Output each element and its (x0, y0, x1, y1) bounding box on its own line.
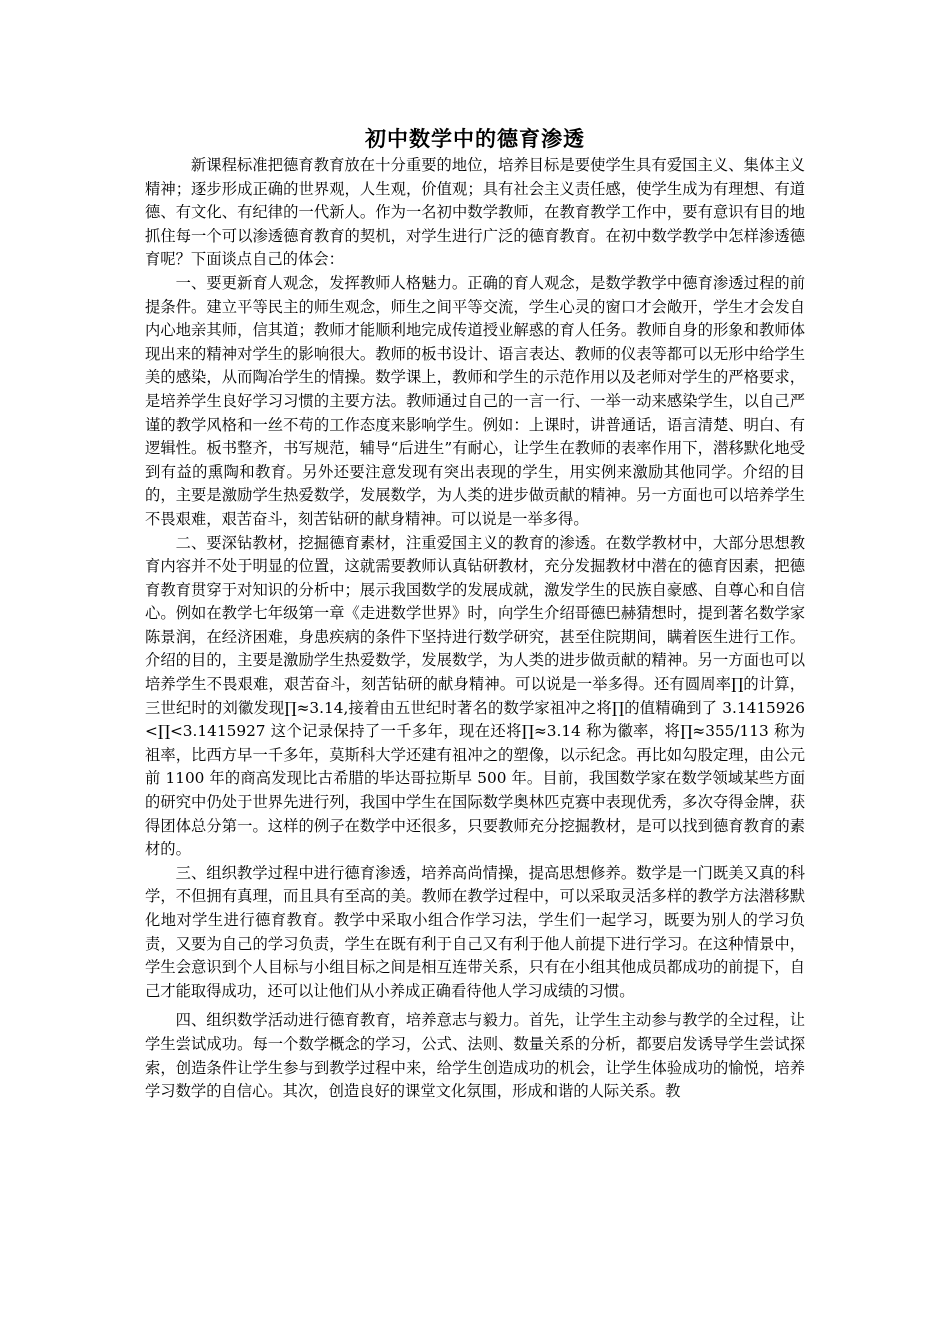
document-title: 初中数学中的德育渗透 (365, 126, 585, 151)
section-one-paragraph: 一、要更新育人观念，发挥教师人格魅力。正确的育人观念，是数学教学中德育渗透过程的前提条件。建立平等民主的师生观念，师生之间平等交流，学生心灵的窗口才会敞开，学生才会发自内心地亲其师，信其道；教师才能顺利地完成传道授业解惑的育人任务。教师自身的形象和教师体现出来的精神对学生的影响很大。教师的板书设计、语言表达、教师的仪表等都可以无形中给学生美的感染，从而陶冶学生的情操。数学课上，教师和学生的示范作用以及老师对学生的严格要求，是培养学生良好学习习惯的主要方法。教师通过自己的一言一行、一举一动来感染学生，以自己严谨的教学风格和一丝不苟的工作态度来影响学生。例如：上课时，讲普通话，语言清楚、明白、有逻辑性。板书整齐，书写规范，辅导“后进生”有耐心，让学生在教师的表率作用下，潜移默化地受到有益的熏陶和教育。另外还要注意发现有突出表现的学生，用实例来激励其他同学。介绍的目的，主要是激励学生热爱数学，发展数学，为人类的进步做贡献的精神。另一方面也可以培养学生不畏艰难，艰苦奋斗，刻苦钻研的献身精神。可以说是一举多得。 (145, 273, 805, 528)
section-two-paragraph: 二、要深钻教材，挖掘德育素材，注重爱国主义的教育的渗透。在数学教材中，大部分思想教育内容并不处于明显的位置，这就需要教师认真钻研教材，充分发掘教材中潜在的德育因素，把德育教育贯穿于对知识的分析中；展示我国数学的发展成就，激发学生的民族自豪感、自尊心和自信心。例如在教学七年级第一章《走进数学世界》时，向学生介绍哥德巴赫猜想时，提到著名数学家陈景润，在经济困难，身患疾病的条件下坚持进行数学研究，甚至住院期间，瞒着医生进行工作。介绍的目的，主要是激励学生热爱数学，发展数学，为人类的进步做贡献的精神。另一方面也可以培养学生不畏艰难，艰苦奋斗，刻苦钻研的献身精神。可以说是一举多得。还有圆周率∏的计算，三世纪时的刘徽发现∏≈3.14,接着由五世纪时著名的数学家祖冲之将∏的值精确到了 3.1415926<∏<3.1415927 这个记录保持了一千多年，现在还将∏≈3.14 称为徽率，将∏≈355/113 称为祖率，比西方早一千多年，莫斯科大学还建有祖冲之的塑像，以示纪念。再比如勾股定理，由公元前 1100 年的商高发现比古希腊的毕达哥拉斯早 500 年。目前，我国数学家在数学领域某些方面的研究中仍处于世界先进行列，我国中学生在国际数学奥林匹克赛中表现优秀，多次夺得金牌，获得团体总分第一。这样的例子在数学中还很多，只要教师充分挖掘教材，是可以找到德育教育的素材的。 (145, 533, 805, 859)
section-three-paragraph: 三、组织教学过程中进行德育渗透，培养高尚情操，提高思想修养。数学是一门既美又真的科学，不但拥有真理，而且具有至高的美。教师在教学过程中，可以采取灵活多样的教学方法潜移默化地对学生进行德育教育。教学中采取小组合作学习法，学生们一起学习，既要为别人的学习负责，又要为自己的学习负责，学生在既有利于自己又有利于他人前提下进行学习。在这种情景中，学生会意识到个人目标与小组目标之间是相互连带关系，只有在小组其他成员都成功的前提下，自己才能取得成功，还可以让他们从小养成正确看待他人学习成绩的习惯。 (145, 863, 805, 1000)
document-body (145, 124, 805, 1104)
section-four-paragraph: 四、组织数学活动进行德育教育，培养意志与毅力。首先，让学生主动参与教学的全过程，让学生尝试成功。每一个数学概念的学习，公式、法则、数量关系的分析，都要启发诱导学生尝试探索，创造条件让学生参与到教学过程中来，给学生创造成功的机会，让学生体验成功的愉悦，培养学习数学的自信心。其次，创造良好的课堂文化氛围，形成和谐的人际关系。教 (145, 1011, 805, 1101)
intro-paragraph: 新课程标准把德育教育放在十分重要的地位，培养目标是要使学生具有爱国主义、集体主义精神；逐步形成正确的世界观，人生观，价值观；具有社会主义责任感，使学生成为有理想、有道德、有文化、有纪律的一代新人。作为一名初中数学教师，在教育教学工作中，要有意识有目的地抓住每一个可以渗透德育教育的契机，对学生进行广泛的德育教育。在初中数学教学中怎样渗透德育呢？下面谈点自己的体会： (145, 156, 805, 269)
